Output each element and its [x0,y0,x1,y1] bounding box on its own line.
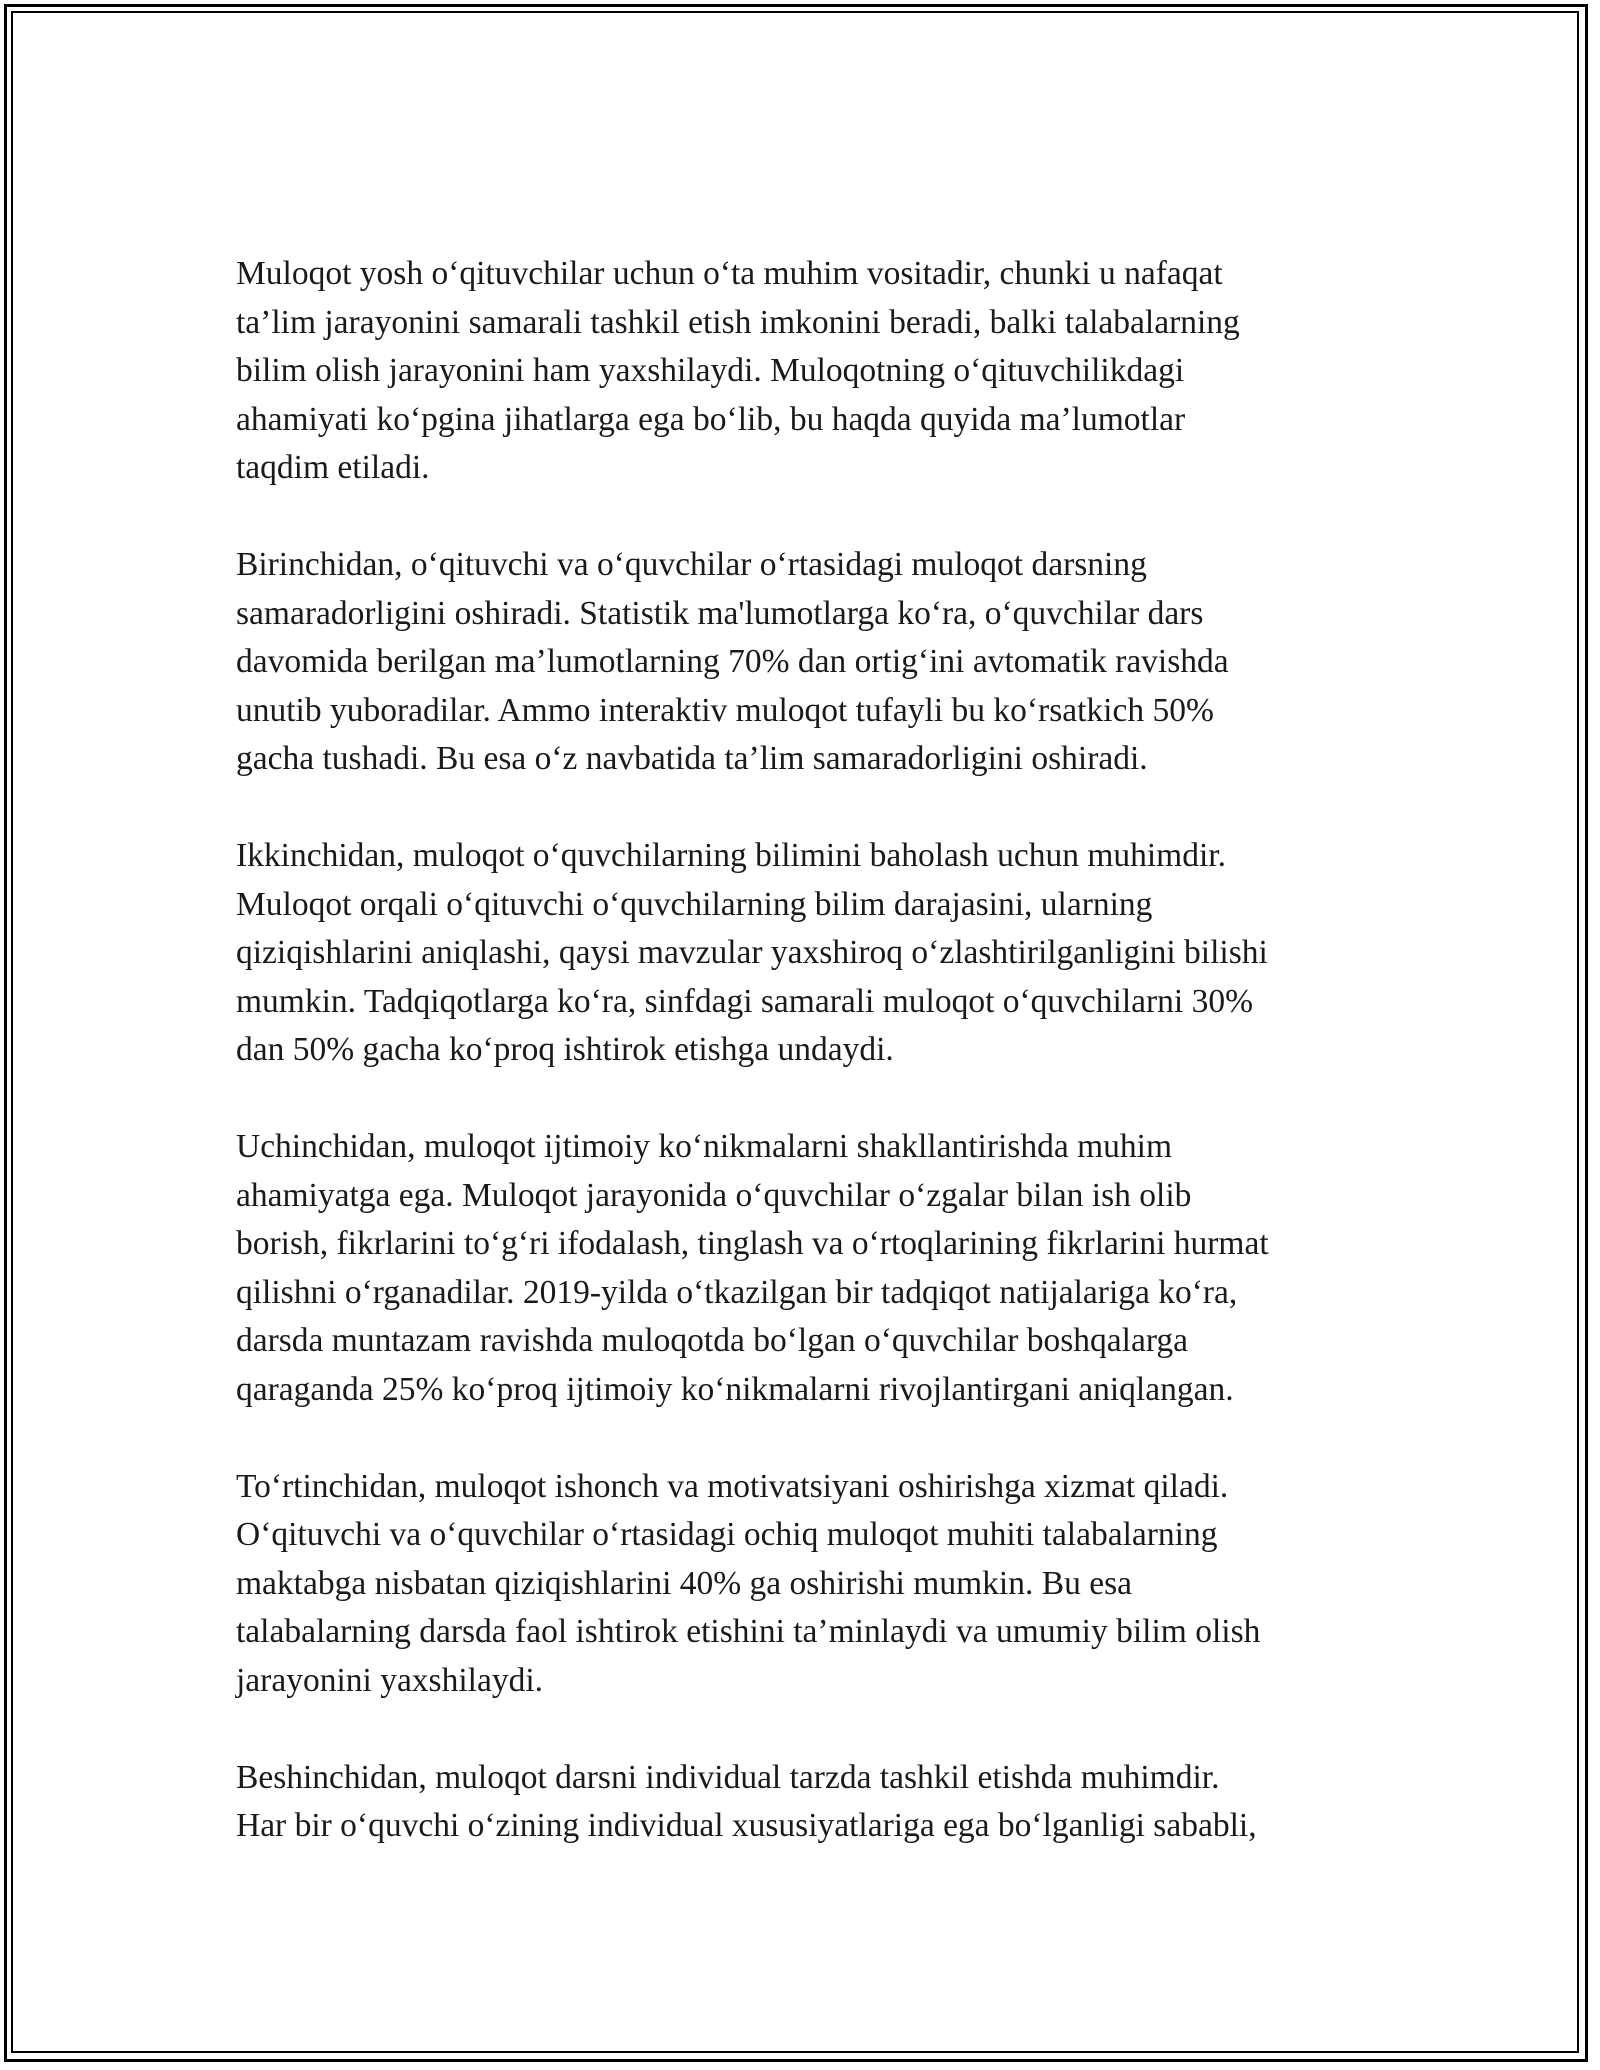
text-line: dan 50% gacha ko‘proq ishtirok etishga undaydi. [236,1031,894,1068]
text-line: taqdim etiladi. [236,449,430,486]
text-line: ahamiyatga ega. Muloqot jarayonida o‘quvchilar o‘zgalar bilan ish olib [236,1176,1192,1214]
text-line: Beshinchidan, muloqot darsni individual tarzda tashkil etishda muhimdir. [236,1758,1220,1796]
text-line: qilishni o‘rganadilar. 2019-yilda o‘tkazilgan bir tadqiqot natijalariga ko‘ra, [236,1273,1238,1311]
text-line: borish, fikrlarini to‘g‘ri ifodalash, tinglash va o‘rtoqlarining fikrlarini hurmat [236,1225,1269,1262]
paragraph-third [236,1123,1376,1414]
text-line: Muloqot yosh o‘qituvchilar uchun o‘ta muhim vositadir, chunki u nafaqat [236,255,1223,292]
paragraph-fourth [236,1463,1376,1706]
paragraph-first [236,541,1376,784]
text-line: ahamiyati ko‘pgina jihatlarga ega bo‘lib, bu haqda quyida ma’lumotlar [236,400,1186,438]
text-line: Har bir o‘quvchi o‘zining individual xususiyatlariga ega bo‘lganligi sababli, [236,1807,1257,1844]
text-line: davomida berilgan ma’lumotlarning 70% dan ortig‘ini avtomatik ravishda [236,643,1229,680]
text-line: Birinchidan, o‘qituvchi va o‘quvchilar o‘rtasidagi muloqot darsning [236,546,1147,583]
text-line: O‘qituvchi va o‘quvchilar o‘rtasidagi ochiq muloqot muhiti talabalarning [236,1516,1218,1553]
text-line: To‘rtinchidan, muloqot ishonch va motivatsiyani oshirishga xizmat qiladi. [236,1467,1229,1505]
paragraph-fifth [236,1754,1376,1851]
text-line: unutib yuboradilar. Ammo interaktiv muloqot tufayli bu ko‘rsatkich 50% [236,691,1214,729]
text-line: samaradorligini oshiradi. Statistik ma'lumotlarga ko‘ra, o‘quvchilar dars [236,594,1204,632]
text-line: jarayonini yaxshilaydi. [236,1661,544,1699]
text-line: darsda muntazam ravishda muloqotda bo‘lgan o‘quvchilar boshqalarga [236,1322,1188,1359]
text-line: Ikkinchidan, muloqot o‘quvchilarning bilimini baholash uchun muhimdir. [236,837,1226,874]
text-line: talabalarning darsda faol ishtirok etishini ta’minlaydi va umumiy bilim olish [236,1613,1261,1650]
text-line: ta’lim jarayonini samarali tashkil etish imkonini beradi, balki talabalarning [236,303,1240,341]
document-body [236,250,1376,1851]
paragraph-intro [236,250,1376,493]
text-line: mumkin. Tadqiqotlarga ko‘ra, sinfdagi samarali muloqot o‘quvchilarni 30% [236,982,1254,1020]
text-line: qiziqishlarini aniqlashi, qaysi mavzular yaxshiroq o‘zlashtirilganligini bilishi [236,934,1268,971]
text-line: gacha tushadi. Bu esa o‘z navbatida ta’lim samaradorligini oshiradi. [236,740,1148,777]
text-line: qaraganda 25% ko‘proq ijtimoiy ko‘nikmalarni rivojlantirgani aniqlangan. [236,1370,1234,1408]
text-line: bilim olish jarayonini ham yaxshilaydi. Muloqotning o‘qituvchilikdagi [236,352,1185,389]
paragraph-second [236,832,1376,1075]
text-line: maktabga nisbatan qiziqishlarini 40% ga oshirishi mumkin. Bu esa [236,1564,1132,1602]
text-line: Muloqot orqali o‘qituvchi o‘quvchilarning bilim darajasini, ularning [236,885,1153,923]
text-line: Uchinchidan, muloqot ijtimoiy ko‘nikmalarni shakllantirishda muhim [236,1128,1173,1165]
